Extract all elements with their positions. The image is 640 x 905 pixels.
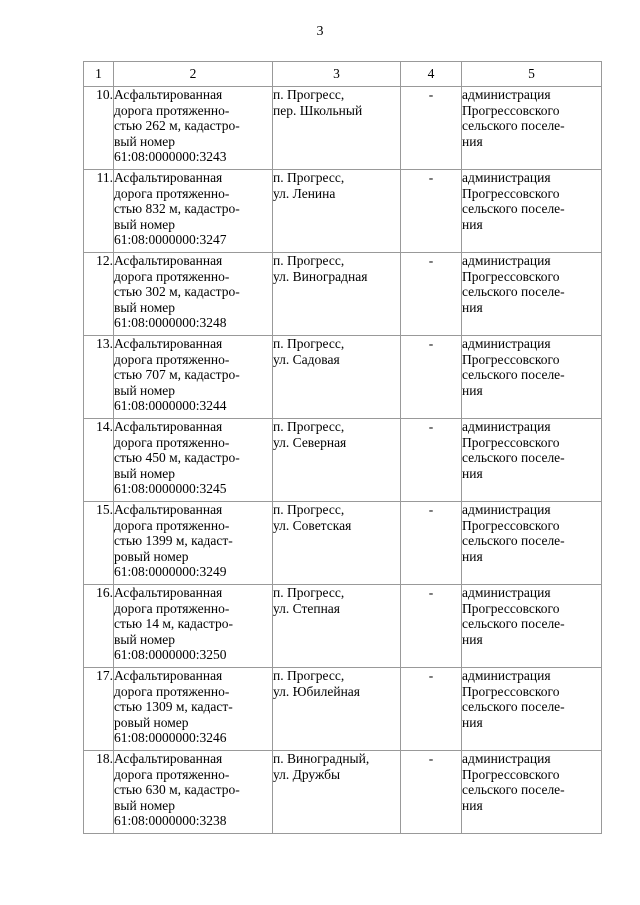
address-line: ул. Садовая — [273, 351, 340, 367]
owner-line: ния — [462, 299, 483, 315]
object-line: 61:08:0000000:3246 — [114, 730, 227, 745]
owner-line: Прогрессовского — [462, 683, 560, 699]
table-row — [84, 585, 602, 668]
address-line: п. Виноградный, — [273, 751, 370, 766]
object-line: дорога протяженно- — [114, 683, 230, 699]
owner-description — [462, 419, 602, 502]
owner-line: ния — [462, 548, 483, 564]
table-body — [84, 87, 602, 834]
object-line: стью 262 м, кадастро- — [114, 118, 240, 133]
object-line: Асфальтированная — [114, 419, 223, 434]
object-line: 61:08:0000000:3250 — [114, 647, 227, 662]
table-row — [84, 668, 602, 751]
owner-line: ния — [462, 797, 483, 813]
owner-line: ния — [462, 714, 483, 730]
table-row — [84, 253, 602, 336]
object-line: вый номер — [114, 216, 176, 232]
owner-line: Прогрессовского — [462, 766, 560, 782]
object-line: стью 14 м, кадастро- — [114, 616, 233, 631]
owner-line: Прогрессовского — [462, 351, 560, 367]
address-line: п. Прогресс, — [273, 585, 345, 600]
object-address — [273, 502, 401, 585]
address-line: пер. Школьный — [273, 102, 363, 118]
row-number: 10. — [84, 87, 114, 170]
owner-line: ния — [462, 631, 483, 647]
object-address — [273, 170, 401, 253]
object-line: Асфальтированная — [114, 502, 223, 517]
object-line: дорога протяженно- — [114, 268, 230, 284]
column-4-value: - — [401, 502, 462, 585]
object-description — [114, 87, 273, 170]
object-line: вый номер — [114, 631, 176, 647]
object-line: стью 302 м, кадастро- — [114, 284, 240, 299]
object-line: дорога протяженно- — [114, 185, 230, 201]
row-number: 15. — [84, 502, 114, 585]
object-line: стью 630 м, кадастро- — [114, 782, 240, 797]
column-4-value: - — [401, 336, 462, 419]
owner-line: администрация — [462, 336, 551, 351]
object-description — [114, 170, 273, 253]
owner-line: администрация — [462, 502, 551, 517]
row-number: 16. — [84, 585, 114, 668]
owner-line: сельского поселе- — [462, 533, 565, 548]
object-line: 61:08:0000000:3247 — [114, 232, 227, 247]
address-line: п. Прогресс, — [273, 87, 345, 102]
owner-line: администрация — [462, 170, 551, 185]
header-col-4: 4 — [401, 62, 462, 87]
column-4-value: - — [401, 585, 462, 668]
owner-line: администрация — [462, 585, 551, 600]
column-4-value: - — [401, 253, 462, 336]
object-address — [273, 253, 401, 336]
object-line: Асфальтированная — [114, 170, 223, 185]
row-number: 17. — [84, 668, 114, 751]
owner-description — [462, 751, 602, 834]
object-line: дорога протяженно- — [114, 766, 230, 782]
page-number: 3 — [316, 24, 324, 39]
object-line: 61:08:0000000:3238 — [114, 813, 227, 828]
object-line: Асфальтированная — [114, 336, 223, 351]
object-line: стью 1399 м, кадаст- — [114, 533, 233, 548]
address-line: ул. Ленина — [273, 185, 336, 201]
row-number: 12. — [84, 253, 114, 336]
object-line: 61:08:0000000:3243 — [114, 149, 227, 164]
row-number: 14. — [84, 419, 114, 502]
object-line: Асфальтированная — [114, 751, 223, 766]
owner-line: ния — [462, 382, 483, 398]
object-line: ровый номер — [114, 714, 189, 730]
object-line: 61:08:0000000:3249 — [114, 564, 227, 579]
object-address — [273, 668, 401, 751]
owner-line: сельского поселе- — [462, 118, 565, 133]
owner-line: Прогрессовского — [462, 600, 560, 616]
owner-description — [462, 502, 602, 585]
address-line: п. Прогресс, — [273, 336, 345, 351]
owner-description — [462, 170, 602, 253]
object-description — [114, 585, 273, 668]
owner-line: администрация — [462, 668, 551, 683]
property-registry-table — [83, 61, 602, 834]
owner-line: Прогрессовского — [462, 268, 560, 284]
column-4-value: - — [401, 87, 462, 170]
column-4-value: - — [401, 419, 462, 502]
address-line: ул. Виноградная — [273, 268, 368, 284]
owner-description — [462, 585, 602, 668]
owner-line: сельского поселе- — [462, 367, 565, 382]
column-4-value: - — [401, 668, 462, 751]
owner-line: сельского поселе- — [462, 284, 565, 299]
object-line: дорога протяженно- — [114, 102, 230, 118]
address-line: п. Прогресс, — [273, 502, 345, 517]
address-line: п. Прогресс, — [273, 170, 345, 185]
header-col-5: 5 — [462, 62, 602, 87]
header-col-1: 1 — [84, 62, 114, 87]
owner-line: ния — [462, 216, 483, 232]
header-col-2: 2 — [114, 62, 273, 87]
object-description — [114, 253, 273, 336]
object-address — [273, 336, 401, 419]
owner-line: администрация — [462, 253, 551, 268]
address-line: ул. Дружбы — [273, 766, 341, 782]
object-description — [114, 419, 273, 502]
address-line: п. Прогресс, — [273, 419, 345, 434]
object-description — [114, 668, 273, 751]
owner-line: сельского поселе- — [462, 616, 565, 631]
owner-description — [462, 668, 602, 751]
table-row — [84, 170, 602, 253]
owner-line: администрация — [462, 751, 551, 766]
object-address — [273, 585, 401, 668]
object-line: Асфальтированная — [114, 87, 223, 102]
object-line: вый номер — [114, 133, 176, 149]
object-line: стью 707 м, кадастро- — [114, 367, 240, 382]
object-line: 61:08:0000000:3248 — [114, 315, 227, 330]
table-row — [84, 502, 602, 585]
table-header-row — [84, 62, 602, 87]
address-line: ул. Юбилейная — [273, 683, 360, 699]
column-4-value: - — [401, 170, 462, 253]
address-line: ул. Советская — [273, 517, 352, 533]
object-line: вый номер — [114, 797, 176, 813]
owner-line: ния — [462, 465, 483, 481]
row-number: 13. — [84, 336, 114, 419]
object-line: дорога протяженно- — [114, 434, 230, 450]
object-address — [273, 87, 401, 170]
owner-line: сельского поселе- — [462, 450, 565, 465]
owner-description — [462, 253, 602, 336]
address-line: ул. Северная — [273, 434, 347, 450]
row-number: 11. — [84, 170, 114, 253]
column-4-value: - — [401, 751, 462, 834]
object-line: Асфальтированная — [114, 253, 223, 268]
object-line: стью 1309 м, кадаст- — [114, 699, 233, 714]
table-row — [84, 419, 602, 502]
object-line: стью 832 м, кадастро- — [114, 201, 240, 216]
object-description — [114, 502, 273, 585]
table-row — [84, 336, 602, 419]
table-row — [84, 751, 602, 834]
owner-line: Прогрессовского — [462, 102, 560, 118]
owner-description — [462, 336, 602, 419]
object-line: 61:08:0000000:3244 — [114, 398, 227, 413]
owner-line: Прогрессовского — [462, 185, 560, 201]
object-address — [273, 419, 401, 502]
owner-line: Прогрессовского — [462, 434, 560, 450]
table-row — [84, 87, 602, 170]
owner-line: администрация — [462, 419, 551, 434]
owner-line: Прогрессовского — [462, 517, 560, 533]
object-description — [114, 336, 273, 419]
owner-line: сельского поселе- — [462, 201, 565, 216]
header-col-3: 3 — [273, 62, 401, 87]
object-line: дорога протяженно- — [114, 517, 230, 533]
owner-line: сельского поселе- — [462, 699, 565, 714]
owner-line: сельского поселе- — [462, 782, 565, 797]
object-line: дорога протяженно- — [114, 351, 230, 367]
object-line: вый номер — [114, 465, 176, 481]
object-address — [273, 751, 401, 834]
address-line: п. Прогресс, — [273, 253, 345, 268]
object-line: стью 450 м, кадастро- — [114, 450, 240, 465]
object-description — [114, 751, 273, 834]
object-line: Асфальтированная — [114, 585, 223, 600]
owner-line: администрация — [462, 87, 551, 102]
address-line: п. Прогресс, — [273, 668, 345, 683]
object-line: вый номер — [114, 382, 176, 398]
object-line: ровый номер — [114, 548, 189, 564]
owner-description — [462, 87, 602, 170]
address-line: ул. Степная — [273, 600, 341, 616]
object-line: вый номер — [114, 299, 176, 315]
object-line: дорога протяженно- — [114, 600, 230, 616]
object-line: 61:08:0000000:3245 — [114, 481, 227, 496]
row-number: 18. — [84, 751, 114, 834]
owner-line: ния — [462, 133, 483, 149]
object-line: Асфальтированная — [114, 668, 223, 683]
